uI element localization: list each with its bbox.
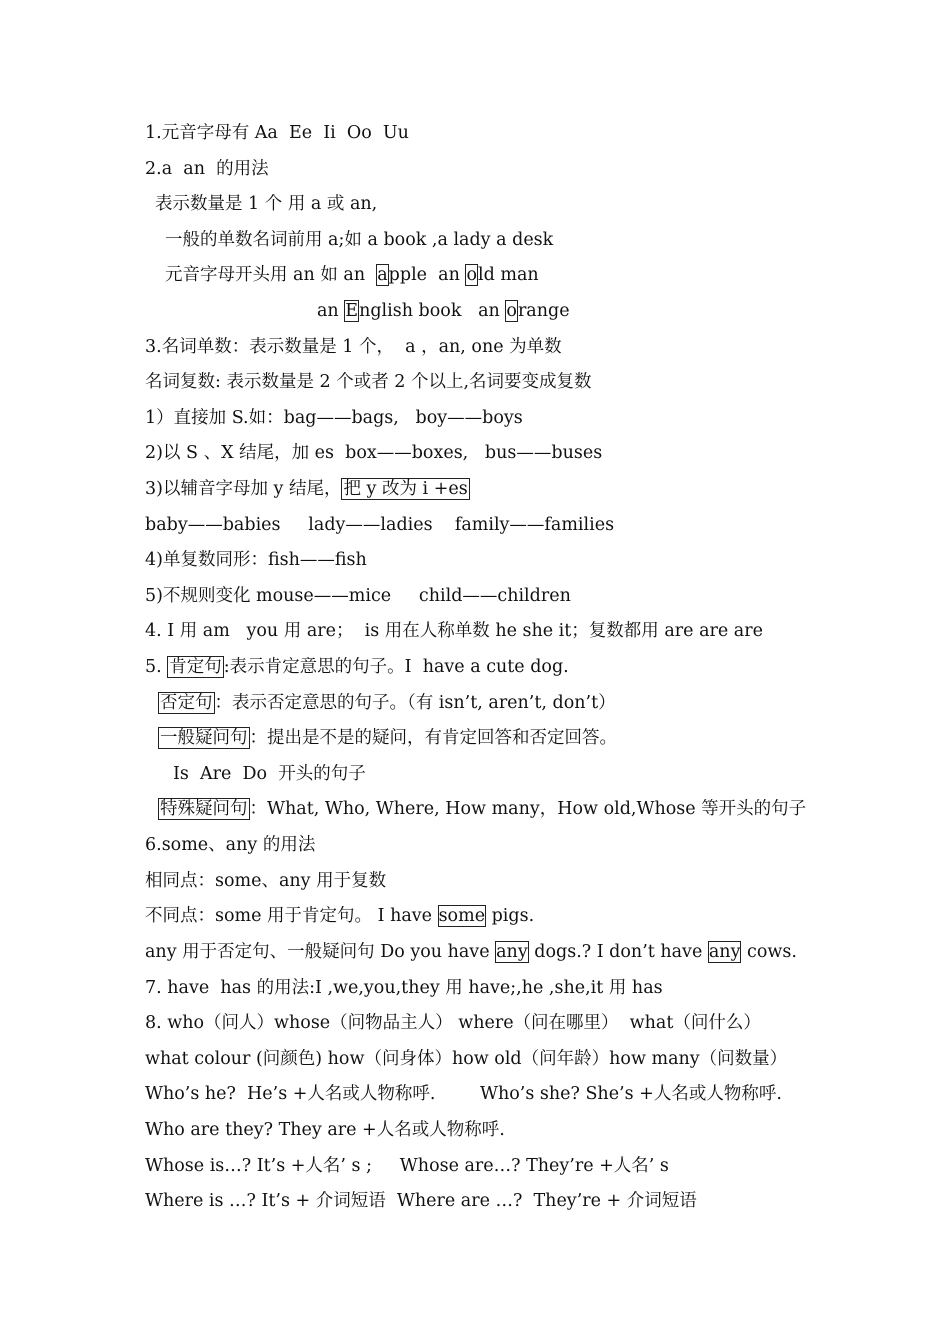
text: ld man [477,265,539,285]
line-be-verbs: 4. I 用 am you 用 are； is 用在人称单数 he she it；复数都用 are are are [145,621,763,641]
text: any 用于否定句、一般疑问句 Do you have [145,942,496,962]
line-rule-3-examples: baby——babies lady——ladies family——families [145,515,615,535]
boxed-letter-o: o [466,265,477,285]
boxed-term-negative: 否定句 [160,693,213,713]
line-any-usage [145,937,797,967]
line-a-an-quantity: 表示数量是 1 个 用 a 或 an, [155,194,378,214]
line-negative [158,688,616,718]
line-an-usage [165,260,539,290]
text: nglish book an [359,301,506,321]
line-plural-noun: 名词复数: 表示数量是 2 个或者 2 个以上,名词要变成复数 [145,372,592,392]
line-rule-4: 4)单复数同形：fish——fish [145,550,367,570]
line-rule-2: 2)以 S 、X 结尾，加 es box——boxes, bus——buses [145,443,603,463]
boxed-term-general-question: 一般疑问句 [160,728,248,748]
text: 不同点：some 用于肯定句。 I have [145,906,438,926]
line-a-an-heading: 2.a an 的用法 [145,159,269,179]
line-rule-5: 5)不规则变化 mouse——mice child——children [145,586,571,606]
text: :表示肯定意思的句子。I have a cute dog. [223,657,569,677]
line-some-any-diff [145,901,534,931]
boxed-term-affirmative: 肯定句 [169,657,222,677]
text: cows. [741,942,797,962]
line-some-any-same: 相同点：some、any 用于复数 [145,871,387,891]
line-some-any-heading: 6.some、any 的用法 [145,835,316,855]
line-whose: Whose is…? It’s +人名’ s ; Whose are…? They’re +人名’ s [145,1156,669,1176]
boxed-letter-o: o [506,301,517,321]
text: pigs. [486,906,535,926]
text: ：表示否定意思的句子。（有 isn’t, aren’t, don’t） [214,693,616,713]
line-who-they: Who are they? They are +人名或人物称呼. [145,1120,505,1140]
line-an-examples [317,296,570,326]
line-wh-question [158,794,806,824]
line-a-usage: 一般的单数名词前用 a;如 a book ,a lady a desk [165,230,554,250]
line-singular-noun: 3.名词单数：表示数量是 1 个， a ，an, one 为单数 [145,337,562,357]
line-vowels: 1.元音字母有 Aa Ee Ii Oo Uu [145,123,409,143]
line-rule-1: 1）直接加 S.如：bag——bags, boy——boys [145,408,523,428]
text: 5. [145,657,168,677]
text: 元音字母开头用 an 如 an [165,265,377,285]
text: 3)以辅音字母加 y 结尾， [145,479,342,499]
text: pple an [388,265,466,285]
text: range [517,301,570,321]
text: ：提出是不是的疑问，有肯定回答和否定回答。 [249,728,617,748]
text: ：What, Who, Where, How many，How old,Whose 等开头的句子 [249,799,807,819]
boxed-word-any: any [708,942,741,962]
text: an [317,301,345,321]
boxed-word-any: any [496,942,528,962]
line-rule-3 [145,474,470,504]
boxed-letter-a: a [377,265,388,285]
boxed-word-some: some [438,906,486,926]
boxed-letter-e: E [345,301,359,321]
line-question-words-1: 8. who（问人）whose（问物品主人） where（问在哪里） what（问什么） [145,1013,761,1033]
boxed-rule: 把 y 改为 i +es [343,479,468,499]
text: dogs.? I don’t have [528,942,708,962]
line-affirmative [145,652,569,682]
line-have-has: 7. have has 的用法:I ,we,you,they 用 have;,he ,she,it 用 has [145,978,663,998]
boxed-term-special-question: 特殊疑问句 [160,799,248,819]
line-who-he-she: Who’s he? He’s +人名或人物称呼. Who’s she? She’s +人名或人物称呼. [145,1084,782,1104]
line-question-starters: Is Are Do 开头的句子 [173,764,366,784]
line-yes-no-question [158,723,617,753]
line-question-words-2: what colour (问颜色) how（问身体）how old（问年龄）how many（问数量） [145,1049,788,1069]
line-where: Where is …? It’s + 介词短语 Where are …? They’re + 介词短语 [145,1191,697,1211]
